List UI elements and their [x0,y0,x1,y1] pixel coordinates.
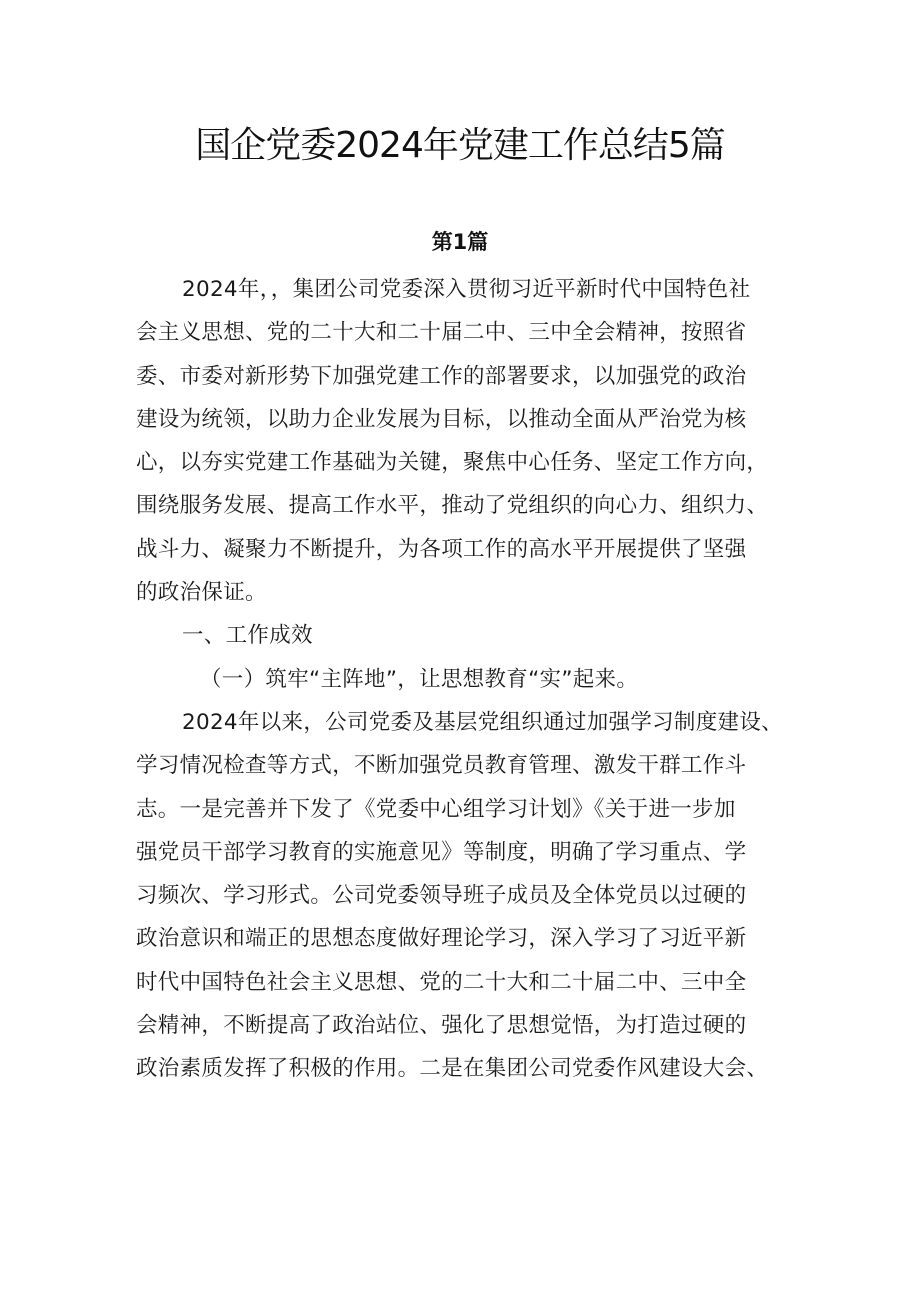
subsection-heading: （一）筑牢“主阵地”，让思想教育“实”起来。 [200,666,639,692]
body-line: 委、市委对新形势下加强党建工作的部署要求，以加强党的政治 [136,363,747,389]
body-line: 建设为统领，以助力企业发展为目标，以推动全面从严治党为核 [136,406,747,432]
body-line: 会主义思想、党的二十大和二十届二中、三中全会精神，按照省 [136,320,747,346]
document-body [136,268,801,1091]
body-line: 2024年以来，公司党委及基层党组织通过加强学习制度建设、 [182,709,783,735]
body-line: 政治素质发挥了积极的作用。二是在集团公司党委作风建设大会、 [136,1056,769,1082]
body-line: 志。一是完善并下发了《党委中心组学习计划》《关于进一步加 [136,796,736,822]
body-line: 时代中国特色社会主义思想、党的二十大和二十届二中、三中全 [136,969,747,995]
body-line: 学习情况检查等方式，不断加强党员教育管理、激发干群工作斗 [136,753,747,779]
document-title: 国企党委2024年党建工作总结5篇 [195,125,725,166]
body-line: 会精神，不断提高了政治站位、强化了思想觉悟，为打造过硬的 [136,1013,747,1039]
body-line: 2024年，，集团公司党委深入贯彻习近平新时代中国特色社 [182,277,751,302]
section-heading: 一、工作成效 [182,623,313,649]
body-line: 习频次、学习形式。公司党委领导班子成员及全体党员以过硬的 [136,883,747,909]
body-line: 的政治保证。 [136,580,267,606]
body-line: 战斗力、凝聚力不断提升，为各项工作的高水平开展提供了坚强 [136,536,747,562]
body-line: 强党员干部学习教育的实施意见》等制度，明确了学习重点、学 [136,839,747,865]
part-title: 第1篇 [431,230,489,254]
body-line: 心，以夯实党建工作基础为关键，聚焦中心任务、坚定工作方向， [136,450,769,476]
body-line: 政治意识和端正的思想态度做好理论学习，深入学习了习近平新 [136,926,747,952]
body-line: 围绕服务发展、提高工作水平，推动了党组织的向心力、组织力、 [136,493,769,519]
